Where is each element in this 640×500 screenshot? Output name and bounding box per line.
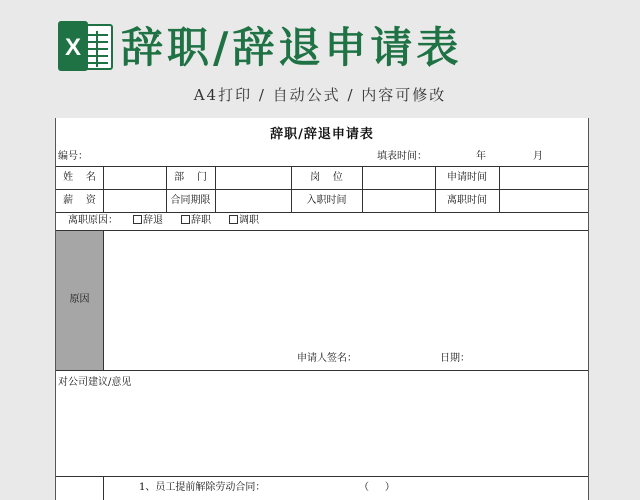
- apply-time-label: 申请时间: [447, 172, 487, 183]
- grid-line: [56, 166, 588, 167]
- option-resignation[interactable]: 辞职: [181, 215, 211, 227]
- signature-label: 申请人签名：: [297, 353, 357, 364]
- grid-line: [56, 189, 588, 190]
- grid-line: [103, 166, 104, 212]
- salary-label: 薪 资: [63, 195, 96, 206]
- grid-line: [215, 166, 216, 212]
- grid-line: [499, 166, 500, 212]
- id-label: 编号：: [58, 151, 88, 162]
- grid-line: [56, 230, 588, 231]
- excel-icon: [56, 19, 116, 73]
- item-1-paren: （ ）: [359, 482, 395, 493]
- grid-line: [103, 476, 104, 500]
- contract-label: 合同期限: [170, 195, 211, 206]
- checkbox-icon[interactable]: [229, 215, 238, 224]
- checkbox-icon[interactable]: [181, 215, 190, 224]
- grid-line: [56, 476, 588, 477]
- dept-label: 部 门: [174, 172, 207, 183]
- post-label: 岗 位: [310, 172, 343, 183]
- grid-line: [103, 230, 104, 370]
- year-label: 年: [476, 151, 486, 162]
- form-sheet: [55, 118, 589, 500]
- form-title: 辞职/辞退申请表: [270, 127, 374, 142]
- option-dismissal[interactable]: 辞退: [133, 215, 163, 227]
- leave-reason-label: 离职原因：: [68, 215, 118, 226]
- excel-logo-letter: X: [64, 34, 82, 61]
- grid-line: [56, 212, 588, 213]
- name-label: 姓 名: [63, 172, 96, 183]
- option-transfer[interactable]: 调职: [229, 215, 259, 227]
- grid-line: [362, 166, 363, 212]
- banner-title: 辞职/辞退申请表: [121, 23, 463, 72]
- suggestion-label: 对公司建议/意见: [58, 377, 132, 388]
- date-label: 日期：: [440, 353, 470, 364]
- fill-time-label: 填表时间：: [377, 151, 427, 162]
- checkbox-icon[interactable]: [133, 215, 142, 224]
- leave-time-label: 离职时间: [447, 195, 487, 206]
- banner: [0, 0, 640, 118]
- join-time-label: 入职时间: [306, 195, 347, 206]
- item-1-text: 1、员工提前解除劳动合同：: [139, 482, 266, 493]
- reason-label: 原因: [69, 294, 90, 305]
- month-label: 月: [533, 151, 543, 162]
- banner-subtitle: A4打印 / 自动公式 / 内容可修改: [193, 86, 447, 104]
- grid-line: [56, 370, 588, 371]
